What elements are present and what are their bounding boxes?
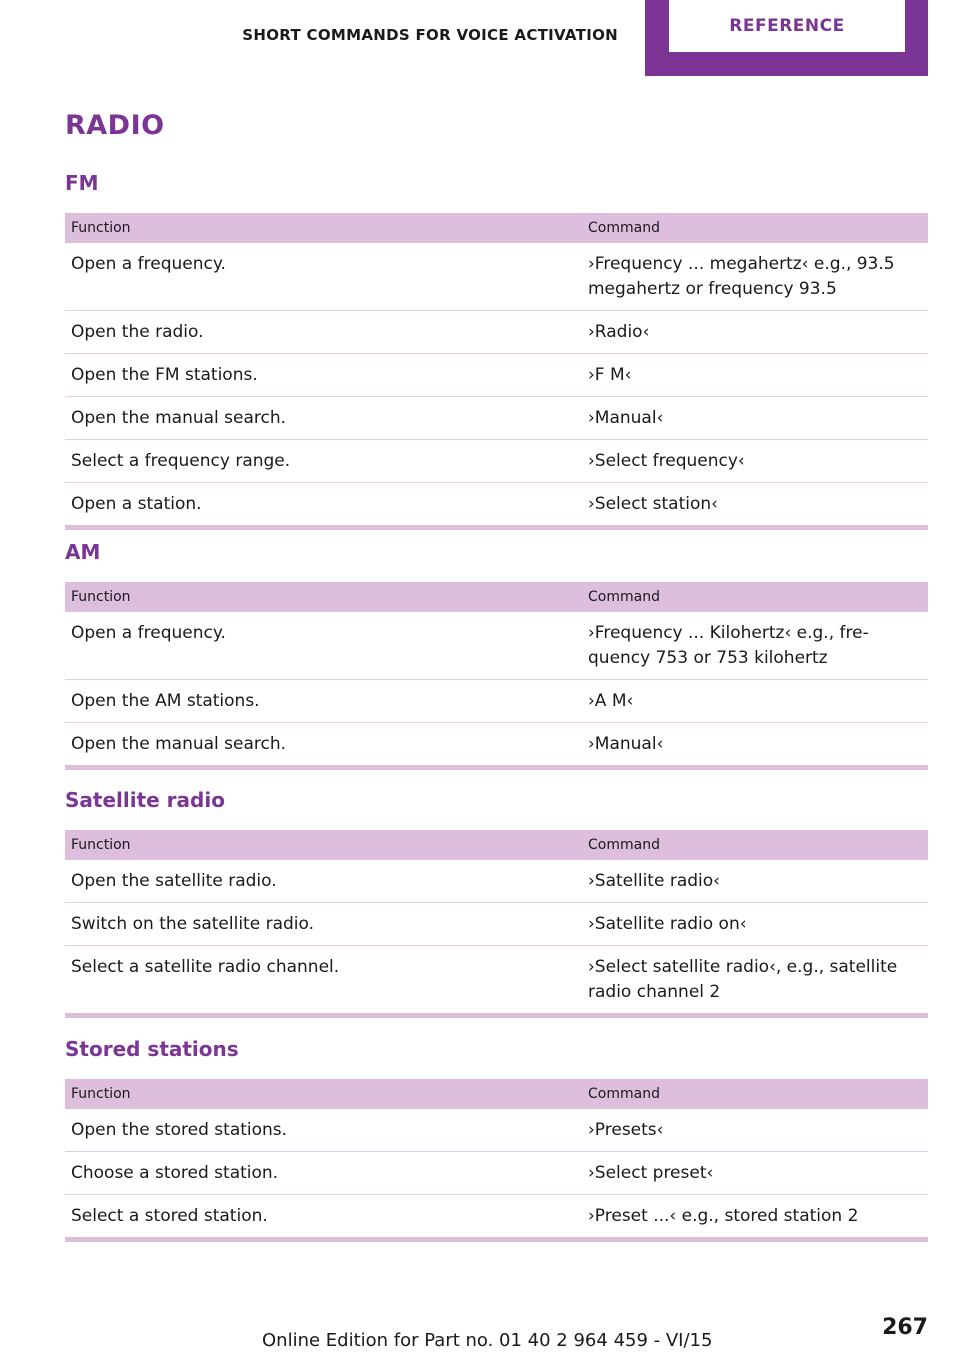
footer-edition-text: Online Edition for Part no. 01 40 2 964 459 - VI/15 [262, 1330, 713, 1351]
table-row [65, 1152, 928, 1195]
header-command: Command [582, 213, 928, 243]
function-cell: Choose a stored station. [65, 1152, 582, 1195]
command-cell: ›Select preset‹ [582, 1152, 928, 1195]
table-row [65, 354, 928, 397]
commands-table [65, 213, 928, 530]
function-cell: Open the radio. [65, 311, 582, 354]
header-tab [645, 0, 928, 76]
table-row [65, 1109, 928, 1152]
command-cell: ›Presets‹ [582, 1109, 928, 1152]
function-cell: Open the FM stations. [65, 354, 582, 397]
function-cell: Open the AM stations. [65, 680, 582, 723]
command-cell: ›Select station‹ [582, 483, 928, 528]
running-header-title: SHORT COMMANDS FOR VOICE ACTIVATION [242, 26, 618, 44]
command-cell: ›Select frequency‹ [582, 440, 928, 483]
command-cell: ›Frequency ... megahertz‹ e.g., 93.5 megahertz or frequency 93.5 [582, 243, 928, 311]
table-row [65, 723, 928, 768]
table-header-row [65, 213, 928, 243]
table-row [65, 903, 928, 946]
command-cell: ›F M‹ [582, 354, 928, 397]
table-row [65, 680, 928, 723]
header-function: Function [65, 213, 582, 243]
table-row [65, 612, 928, 680]
function-cell: Open the satellite radio. [65, 860, 582, 903]
commands-table [65, 582, 928, 770]
section-title: FM [65, 171, 99, 195]
command-cell: ›Preset ...‹ e.g., stored station 2 [582, 1195, 928, 1240]
function-cell: Open the manual search. [65, 397, 582, 440]
header-command: Command [582, 830, 928, 860]
table-row [65, 483, 928, 528]
table-row [65, 1195, 928, 1240]
section-title: Stored stations [65, 1037, 239, 1061]
command-cell: ›Select satellite radio‹, e.g., satellite radio channel 2 [582, 946, 928, 1016]
header-command: Command [582, 582, 928, 612]
header-command: Command [582, 1079, 928, 1109]
commands-table [65, 1079, 928, 1242]
command-cell: ›Manual‹ [582, 723, 928, 768]
function-cell: Select a frequency range. [65, 440, 582, 483]
section-satellite-radio [65, 787, 928, 1018]
table-row [65, 397, 928, 440]
function-cell: Open the manual search. [65, 723, 582, 768]
function-cell: Select a stored station. [65, 1195, 582, 1240]
function-cell: Switch on the satellite radio. [65, 903, 582, 946]
table-header-row [65, 830, 928, 860]
command-cell: ›A M‹ [582, 680, 928, 723]
header-function: Function [65, 830, 582, 860]
section-stored-stations [65, 1036, 928, 1242]
header-function: Function [65, 1079, 582, 1109]
command-cell: ›Frequency ... Kilohertz‹ e.g., fre-quency 753 or 753 kilohertz [582, 612, 928, 680]
function-cell: Open a frequency. [65, 243, 582, 311]
section-am [65, 539, 928, 770]
command-cell: ›Manual‹ [582, 397, 928, 440]
function-cell: Select a satellite radio channel. [65, 946, 582, 1016]
table-row [65, 946, 928, 1016]
table-header-row [65, 1079, 928, 1109]
header-function: Function [65, 582, 582, 612]
section-title: Satellite radio [65, 788, 225, 812]
section-title: AM [65, 540, 101, 564]
section-fm [65, 170, 928, 530]
command-cell: ›Satellite radio on‹ [582, 903, 928, 946]
function-cell: Open a station. [65, 483, 582, 528]
table-row [65, 311, 928, 354]
header-tab-label: REFERENCE [729, 16, 845, 36]
table-row [65, 243, 928, 311]
page-number: 267 [882, 1315, 928, 1340]
command-cell: ›Satellite radio‹ [582, 860, 928, 903]
function-cell: Open the stored stations. [65, 1109, 582, 1152]
command-cell: ›Radio‹ [582, 311, 928, 354]
commands-table [65, 830, 928, 1018]
table-header-row [65, 582, 928, 612]
function-cell: Open a frequency. [65, 612, 582, 680]
table-row [65, 440, 928, 483]
table-row [65, 860, 928, 903]
page-title: RADIO [65, 110, 165, 141]
